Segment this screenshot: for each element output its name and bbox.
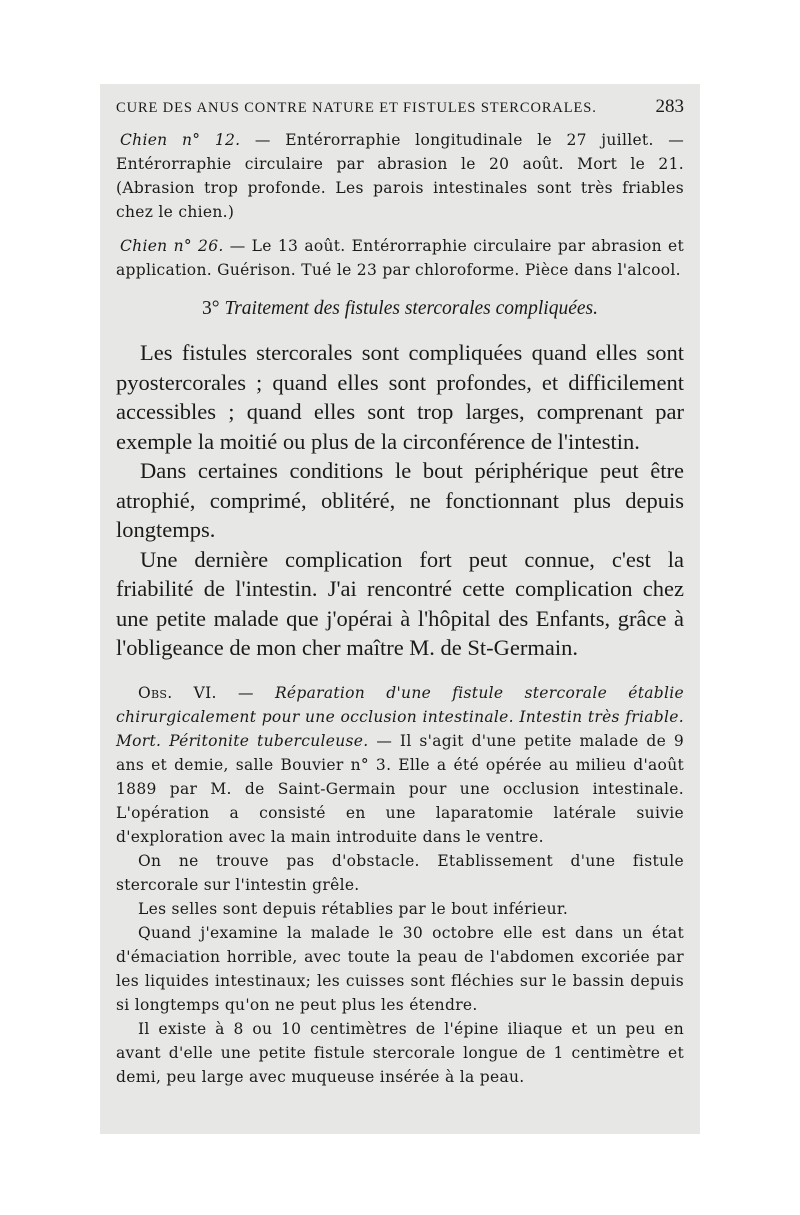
observation-paragraph: Les selles sont depuis rétablies par le bout inférieur. [138, 899, 569, 918]
note-dog-26 [116, 234, 684, 282]
body-paragraph: Une dernière complication fort peut connue, c'est la friabilité de l'intestin. J'ai rencontré cette complication chez une petite malade que j'opérai à l'hôpital des Enfants, grâce à l'obligeance de mon cher maître M. de St-Germain. [116, 546, 684, 660]
observation-paragraph: Il existe à 8 ou 10 centimètres de l'épine iliaque et un peu en avant d'elle une petite fistule stercorale longue de 1 centimètre et demi, peu large avec muqueuse insérée à la peau. [116, 1019, 684, 1086]
note-dog-12 [116, 128, 684, 224]
note-lead: Chien n° 26. [120, 237, 224, 255]
page-content [116, 96, 684, 1089]
observation-intro [116, 681, 684, 849]
section-heading [116, 298, 684, 320]
section-title: Traitement des fistules stercorales compliquées. [224, 298, 598, 319]
note-text: — Entérorraphie longitudinale le 27 juillet. — Entérorraphie circulaire par abrasion le 20 août. Mort le 21. (Abrasion trop profonde. Les parois intestinales sont très friables chez le chien.) [116, 131, 685, 221]
observation-paragraph: Quand j'examine la malade le 30 octobre elle est dans un état d'émaciation horrible, avec toute la peau de l'abdomen excoriée par les liquides intestinaux; les cuisses sont fléchies sur le bassin depuis si longtemps qu'on ne peut plus les étendre. [116, 923, 684, 1014]
note-text: — Le 13 août. Entérorraphie circulaire par abrasion et application. Guérison. Tué le 23 par chloroforme. Pièce dans l'alcool. [116, 237, 684, 279]
section-number: 3° [202, 298, 220, 319]
body-paragraph: Dans certaines conditions le bout périphérique peut être atrophié, comprimé, oblitéré, ne fonctionnant plus depuis longtemps. [116, 458, 684, 542]
observation-title: Réparation d'une fistule stercorale établie chirurgicalement pour une occlusion intestinale. Intestin très friable. Mort. Péritonite tuberculeuse. [116, 683, 685, 750]
observation-paragraph: On ne trouve pas d'obstacle. Etablissement d'une fistule stercorale sur l'intestin grêle. [116, 851, 684, 894]
page-number: 283 [655, 96, 684, 117]
running-header [116, 96, 684, 118]
running-title: CURE DES ANUS CONTRE NATURE ET FISTULES STERCORALES. [116, 100, 597, 116]
observation-dash: — [216, 683, 275, 702]
note-lead: Chien n° 12. [120, 131, 241, 149]
body-paragraph: Les fistules stercorales sont compliquées quand elles sont pyostercorales ; quand elles sont profondes, et difficilement accessibles ; quand elles sont trop larges, comprenant par exemple la moitié ou plus de la circonférence de l'intestin. [116, 340, 684, 454]
observation-label: Obs. VI. [138, 683, 217, 702]
observation-text: — Il s'agit d'une petite malade de 9 ans et demie, salle Bouvier n° 3. Elle a été opérée au milieu d'août 1889 par M. de Saint-Germain pour une occlusion intestinale. L'opération a consisté en une laparatomie latérale suivie d'exploration avec la main introduite dans le ventre. [116, 731, 685, 846]
